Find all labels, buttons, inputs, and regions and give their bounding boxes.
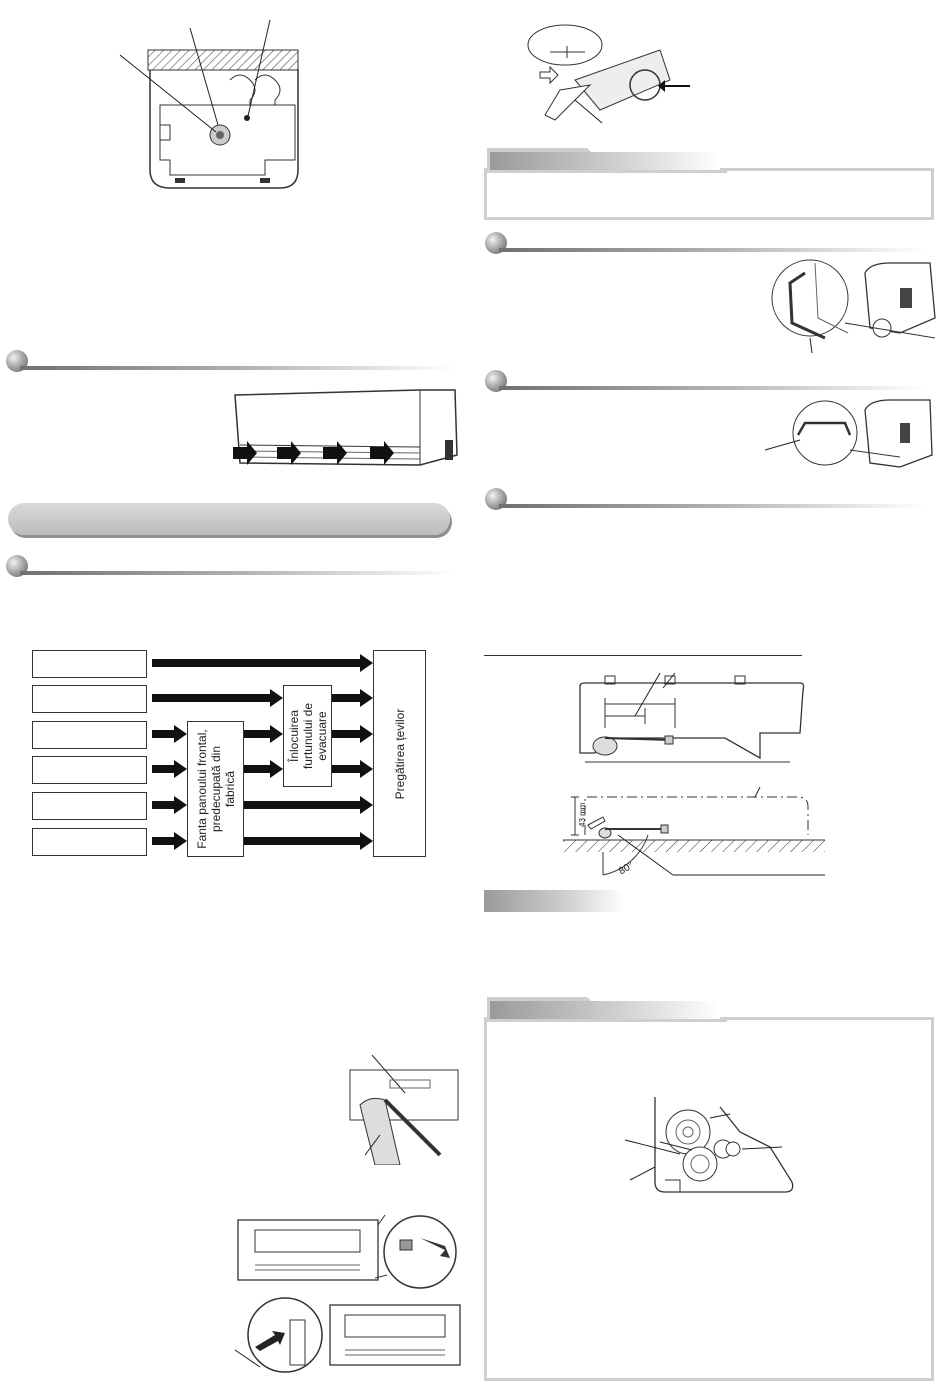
section-rule [20,571,456,575]
flow-arrows [30,645,430,860]
drain-hose-rear-left-illustration [770,258,940,358]
section-header-r2 [485,370,925,392]
drain-side-view-bottom [563,785,828,880]
caution-label-bar [484,890,624,912]
hex-key-flare-illustration [520,20,730,135]
unit-rear-diagram [110,10,310,190]
indoor-unit-airflow-diagram [225,385,460,475]
section-header-2 [6,555,456,577]
flow-slot-label: Fanta panoului frontal, predecupată din fabrică [194,729,237,849]
unit-hose-replace-top [235,1210,460,1295]
pipe-bundle-cross-section [620,1092,800,1204]
section-header-1 [6,350,456,372]
angle-label: 80° [617,860,636,878]
section-header-r1 [485,232,925,254]
unit-hose-replace-bottom [230,1295,462,1385]
flow-pipe-prep-label: Pregătirea țevilor [392,708,407,799]
drain-hose-rear-right-illustration [760,395,940,480]
note-box-1 [484,168,934,220]
diagram-divider [484,655,802,656]
height-label: 43 mm [578,802,587,827]
chapter-title-band [8,503,450,535]
section-rule [499,248,925,252]
flow-drain-hose-label: Înlocuirea furtunului de evacuare [286,702,329,770]
section-rule [499,386,925,390]
pipe-screwdriver-illustration [340,1055,460,1165]
section-rule [499,504,925,508]
piping-flowchart [30,645,430,860]
section-rule [20,366,456,370]
note-tab-2 [487,991,727,1023]
note-tab-1 [487,142,727,174]
drain-side-view-top [575,668,820,768]
section-header-r3 [485,488,925,510]
